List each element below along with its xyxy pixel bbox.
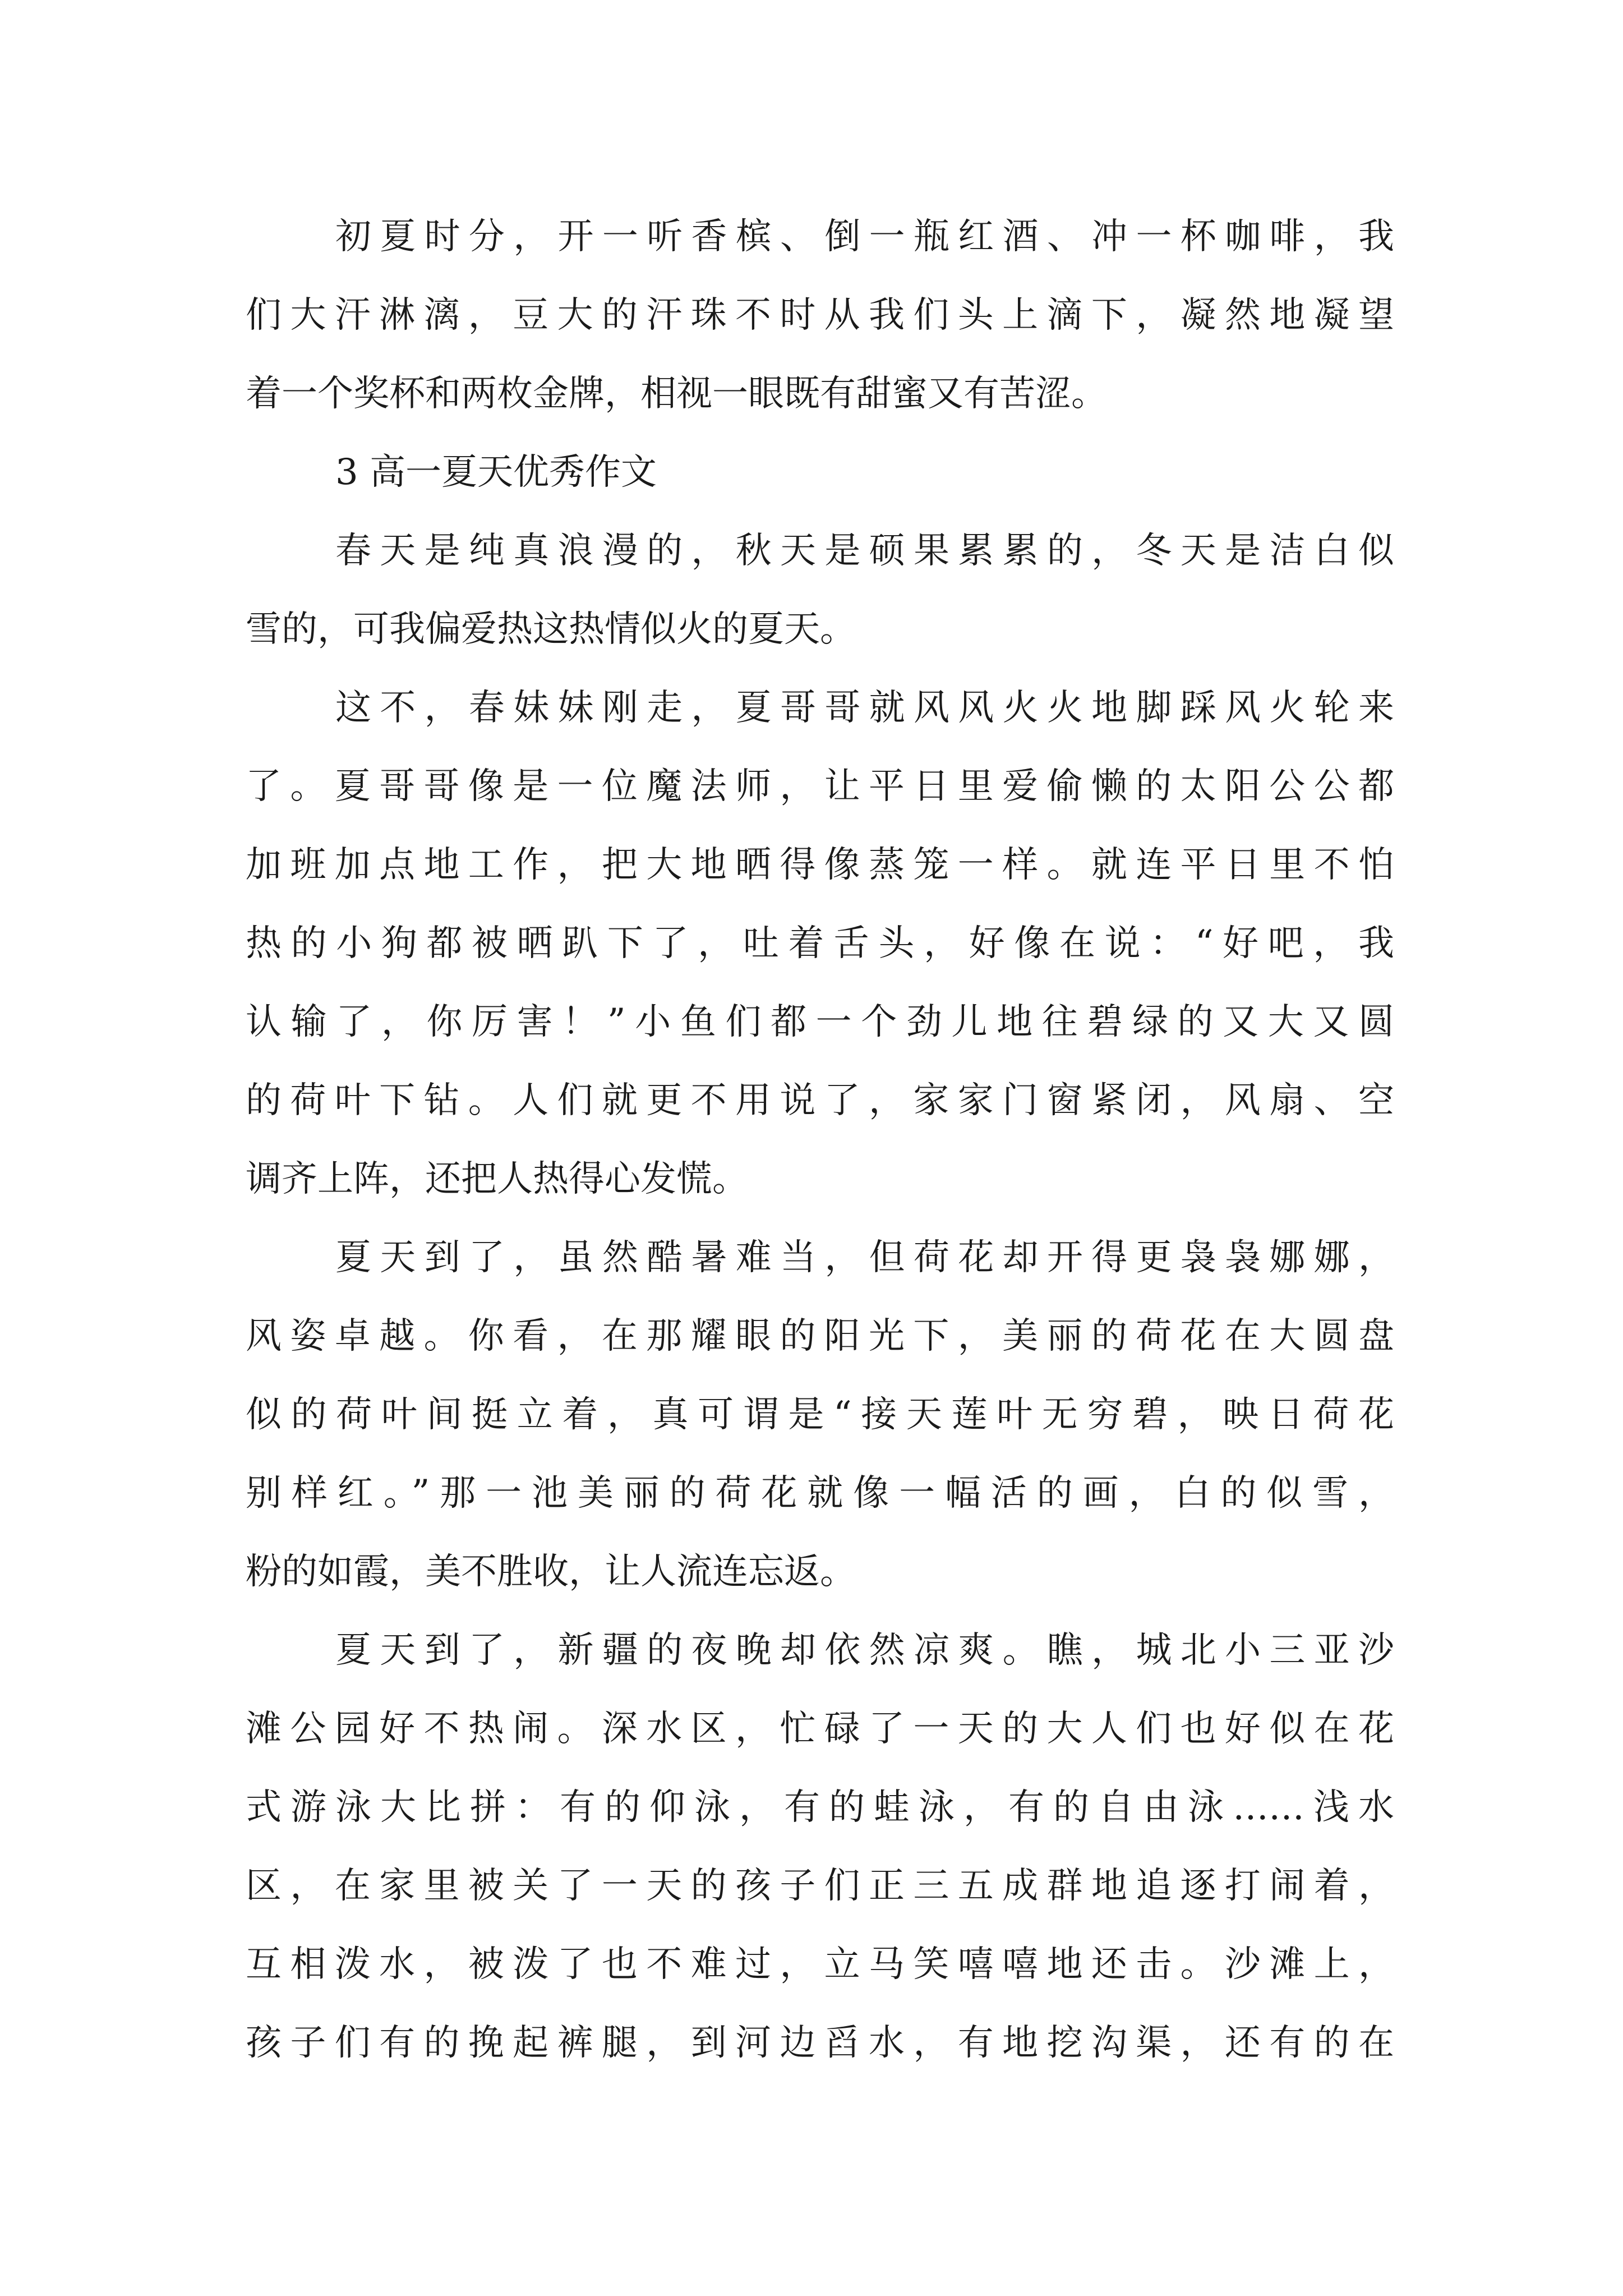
text-line: 这不，春妹妹刚走，夏哥哥就风风火火地脚踩风火轮来: [335, 687, 1394, 729]
text-line: 夏天到了，虽然酷暑难当，但荷花却开得更袅袅娜娜，: [335, 1237, 1394, 1278]
text-line: 了。夏哥哥像是一位魔法师，让平日里爱偷懒的太阳公公都: [246, 766, 1394, 807]
text-line: 的荷叶下钻。人们就更不用说了，家家门窗紧闭，风扇、空: [246, 1080, 1394, 1121]
text-line: 似的荷叶间挺立着，真可谓是“接天莲叶无穷碧，映日荷花: [246, 1394, 1394, 1435]
text-line: 夏天到了，新疆的夜晚却依然凉爽。瞧，城北小三亚沙: [335, 1630, 1394, 1671]
text-line: 着一个奖杯和两枚金牌，相视一眼既有甜蜜又有苦涩。: [246, 373, 1107, 415]
text-line: 孩子们有的挽起裤腿，到河边舀水，有地挖沟渠，还有的在: [246, 2022, 1394, 2064]
text-line: 互相泼水，被泼了也不难过，立马笑嘻嘻地还击。沙滩上，: [246, 1944, 1394, 1985]
text-line: 别样红。”那一池美丽的荷花就像一幅活的画，白的似雪，: [246, 1473, 1394, 1514]
text-line: 春天是纯真浪漫的，秋天是硕果累累的，冬天是洁白似: [335, 530, 1394, 572]
text-line: 区，在家里被关了一天的孩子们正三五成群地追逐打闹着，: [246, 1865, 1394, 1907]
text-line: 认输了，你厉害！”小鱼们都一个劲儿地往碧绿的又大又圆: [246, 1001, 1394, 1043]
essay-text: [246, 197, 1394, 2082]
section-heading: 3 高一夏天优秀作文: [335, 452, 657, 493]
text-line: 们大汗淋漓，豆大的汗珠不时从我们头上滴下，凝然地凝望: [246, 295, 1394, 336]
text-line: 雪的，可我偏爱热这热情似火的夏天。: [246, 609, 856, 650]
text-line: 滩公园好不热闹。深水区，忙碌了一天的大人们也好似在花: [246, 1708, 1394, 1750]
text-line: 初夏时分，开一听香槟、倒一瓶红酒、冲一杯咖啡，我: [335, 216, 1394, 257]
text-line: 式游泳大比拼：有的仰泳，有的蛙泳，有的自由泳……浅水: [246, 1787, 1394, 1828]
text-line: 风姿卓越。你看，在那耀眼的阳光下，美丽的荷花在大圆盘: [246, 1315, 1394, 1357]
text-line: 热的小狗都被晒趴下了，吐着舌头，好像在说：“好吧，我: [246, 923, 1394, 964]
text-line: 加班加点地工作，把大地晒得像蒸笼一样。就连平日里不怕: [246, 844, 1394, 886]
text-line: 粉的如霞，美不胜收，让人流连忘返。: [246, 1551, 856, 1593]
text-line: 调齐上阵，还把人热得心发慌。: [246, 1158, 748, 1200]
